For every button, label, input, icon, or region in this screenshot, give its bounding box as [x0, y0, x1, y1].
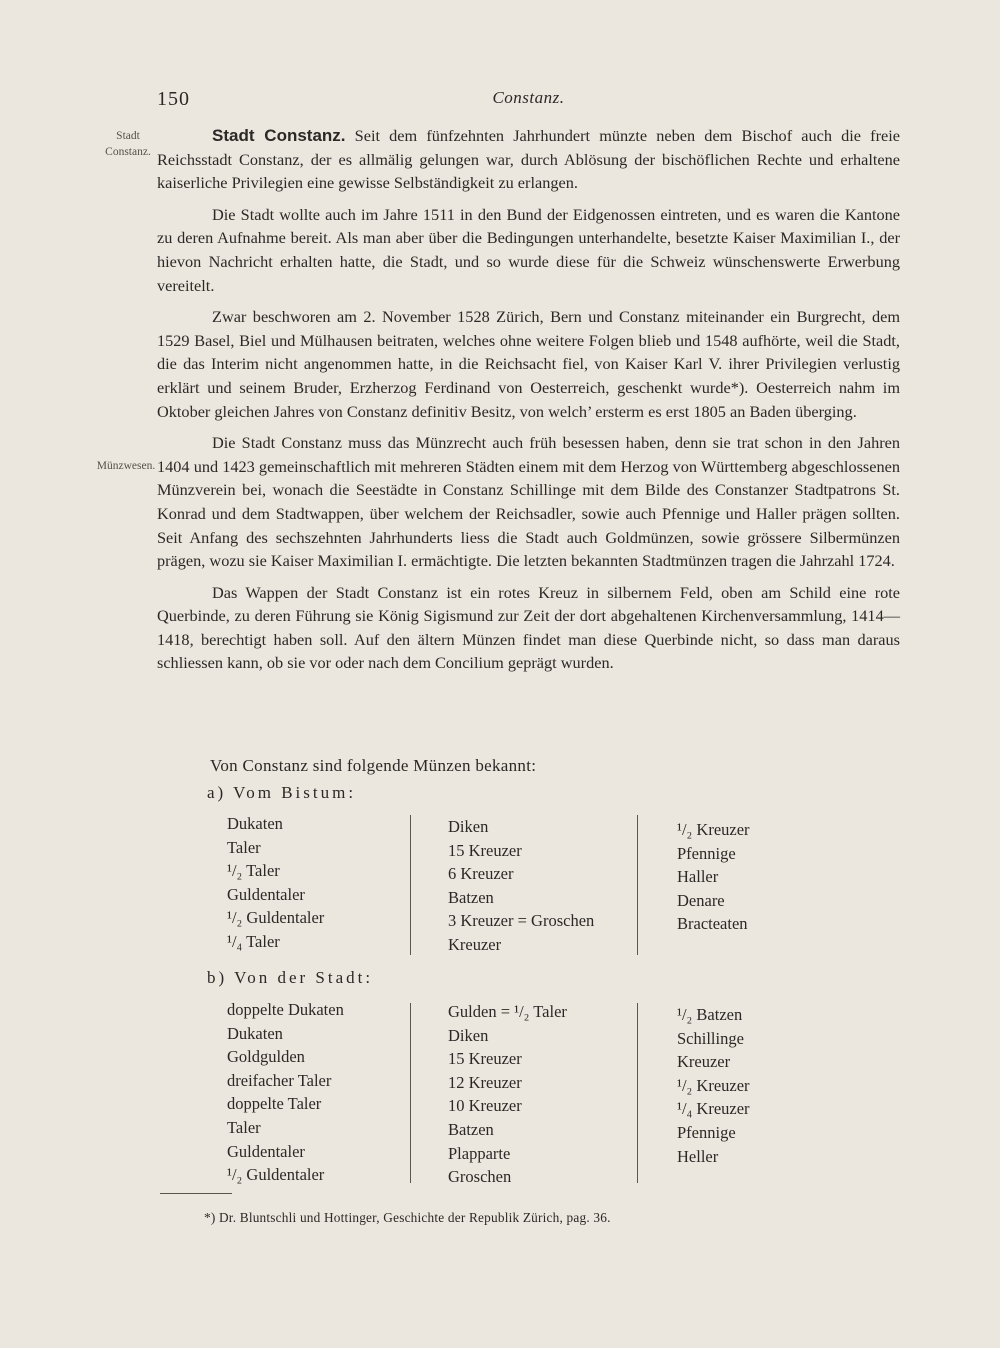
- coin-list-stadt-col1: [227, 998, 344, 1187]
- column-divider: [637, 1003, 638, 1183]
- margin-note-line: Constanz.: [105, 146, 151, 158]
- coin-list-item: Haller: [677, 867, 719, 887]
- coin-list-item: Taler: [227, 1117, 261, 1137]
- section-heading: Stadt Constanz.: [212, 126, 346, 145]
- coin-list-item: Groschen: [448, 1167, 512, 1187]
- coin-list-item: 15 Kreuzer: [448, 840, 522, 860]
- column-divider: [637, 815, 638, 955]
- coin-list-item: Dukaten: [227, 814, 283, 833]
- coin-list-item: 3 Kreuzer = Groschen: [448, 911, 595, 931]
- coin-list-bistum-col3: [677, 818, 750, 936]
- coin-list-bistum-col1: [227, 812, 324, 954]
- coin-list-item: 10 Kreuzer: [448, 1096, 522, 1116]
- coin-list-intro: Von Constanz sind folgende Münzen bekannt:: [210, 756, 537, 775]
- coin-list-item: ¹/₂ Kreuzer: [677, 820, 750, 839]
- body-text: [157, 124, 900, 683]
- coin-list-item: 15 Kreuzer: [448, 1049, 522, 1069]
- coin-list-item: Pfennige: [677, 843, 736, 863]
- coin-list-item: Guldentaler: [227, 884, 305, 904]
- coin-list-item: ¹/₂ Guldentaler: [227, 908, 325, 928]
- coin-list-item: 12 Kreuzer: [448, 1072, 522, 1092]
- section-a-label: a) Vom Bistum:: [207, 783, 357, 802]
- coin-list-item: Pfennige: [677, 1122, 736, 1142]
- coin-list-item: Bracteaten: [677, 914, 748, 934]
- coin-list-stadt-col3: [677, 1003, 750, 1168]
- coin-list-item: Heller: [677, 1146, 719, 1166]
- coin-list-item: Diken: [448, 817, 489, 836]
- coin-list-item: Dukaten: [227, 1023, 283, 1043]
- paragraph-2: Die Stadt wollte auch im Jahre 1511 in den Bund der Eidgenossen eintreten, und es waren die Kantone zu deren Aufnahme bereit. Als man aber über die Bedingungen unterhandelte, besetzte Kaiser Maximilian I., der hievon Nachricht erhalten hatte, die Stadt, und so wurde diese für die Schweiz wünschenswerte Erwerbung vereitelt.: [157, 204, 900, 295]
- paragraph-1-text: Seit dem fünfzehnten Jahrhundert münzte neben dem Bischof auch die freie Reichsstadt Constanz, der es allmälig gelungen war, durch Ablösung der bischöflichen Rechte und erhaltene kaiserliche Privilegien eine gewisse Selbständigkeit zu erlangen.: [157, 126, 900, 193]
- coin-list-item: doppelte Dukaten: [227, 1000, 344, 1019]
- coin-list-item: doppelte Taler: [227, 1094, 322, 1114]
- coin-list-stadt-col2: [448, 1000, 567, 1189]
- coin-list-bistum-col2: [448, 815, 594, 957]
- column-divider: [410, 815, 411, 955]
- coin-list-item: Gulden = ¹/₂ Taler: [448, 1002, 567, 1021]
- margin-note-stadt-constanz: [96, 128, 160, 160]
- coin-list-item: ¹/₂ Batzen: [677, 1005, 743, 1024]
- coin-list-item: Kreuzer: [677, 1052, 731, 1072]
- coin-list-item: ¹/₄ Taler: [227, 931, 280, 951]
- paragraph-4: Die Stadt Constanz muss das Münzrecht auch früh besessen haben, denn sie trat schon in den Jahren 1404 und 1423 gemeinschaftlich mit mehreren Städten einem mit dem Herzog von Württemberg abgeschlossenen Münzverein bei, wonach die Seestädte in Constanz Schillinge mit dem Bilde des Constanzer Stadtpatrons St. Konrad und dem Stadtwappen, über welchem der Reichsadler, sowie auch Pfennige und Haller prägen sollten. Seit Anfang des sechszehnten Jahrhunderts liess die Stadt auch Goldmünzen, sowie grössere Silbermünzen prägen, wozu sie Kaiser Maximilian I. ermächtigte. Die letzten bekannten Stadtmünzen tragen die Jahrzahl 1724.: [157, 433, 900, 571]
- coin-list-item: dreifacher Taler: [227, 1070, 332, 1090]
- paragraph-5: Das Wappen der Stadt Constanz ist ein rotes Kreuz in silbernem Feld, oben am Schild eine rote Querbinde, zu deren Führung sie König Sigismund zur Zeit der dort abgehaltenen Kirchenversammlung, 1414—1418, berechtigt haben soll. Auf den ältern Münzen findet man diese Querbinde nicht, so dass man daraus schliessen kann, ob sie vor oder nach dem Concilium geprägt wurden.: [157, 582, 900, 673]
- paragraph-1: [157, 124, 900, 195]
- coin-list-item: Guldentaler: [227, 1141, 305, 1161]
- coin-list-item: ¹/₂ Guldentaler: [227, 1165, 325, 1185]
- coin-list-item: Kreuzer: [448, 934, 502, 954]
- footnote: *) Dr. Bluntschli und Hottinger, Geschichte der Republik Zürich, pag. 36.: [204, 1210, 611, 1225]
- page-number: 150: [157, 88, 190, 110]
- coin-list-item: ¹/₂ Taler: [227, 861, 280, 881]
- coin-list-item: ¹/₂ Kreuzer: [677, 1075, 750, 1095]
- coin-list-item: Diken: [448, 1025, 489, 1045]
- margin-note-line: Stadt: [116, 130, 140, 142]
- coin-list-item: Batzen: [448, 887, 494, 907]
- page-header: [157, 88, 900, 118]
- running-title: Constanz.: [492, 88, 565, 107]
- footnote-rule: [160, 1193, 232, 1194]
- coin-list-item: Plapparte: [448, 1143, 511, 1163]
- column-divider: [410, 1003, 411, 1183]
- coin-list-item: Taler: [227, 837, 261, 857]
- section-b-label: b) Von der Stadt:: [207, 968, 374, 987]
- coin-list-item: Schillinge: [677, 1028, 744, 1048]
- paragraph-3: Zwar beschworen am 2. November 1528 Zürich, Bern und Constanz miteinander ein Burgrecht, dem 1529 Basel, Biel und Mülhausen beitraten, welches ohne weitere Folgen blieb und 1548 aufhörte, weil die Stadt, die das Interim nicht angenommen hatte, in die Reichsacht fiel, von Kaiser Karl V. ihrer Privilegien verlustig erklärt und seinem Bruder, Erzherzog Ferdinand von Oesterreich, geschenkt wurde*). Oesterreich nahm im Oktober gleichen Jahres von Constanz definitiv Besitz, von welch’ ersterm es erst 1805 an Baden überging.: [157, 307, 900, 421]
- coin-list-item: Goldgulden: [227, 1047, 305, 1067]
- coin-list-item: Batzen: [448, 1119, 494, 1139]
- coin-list-item: 6 Kreuzer: [448, 864, 514, 884]
- coin-list-item: Denare: [677, 890, 725, 910]
- coin-list-item: ¹/₄ Kreuzer: [677, 1099, 750, 1119]
- margin-note-muenzwesen: Münzwesen.: [96, 460, 156, 472]
